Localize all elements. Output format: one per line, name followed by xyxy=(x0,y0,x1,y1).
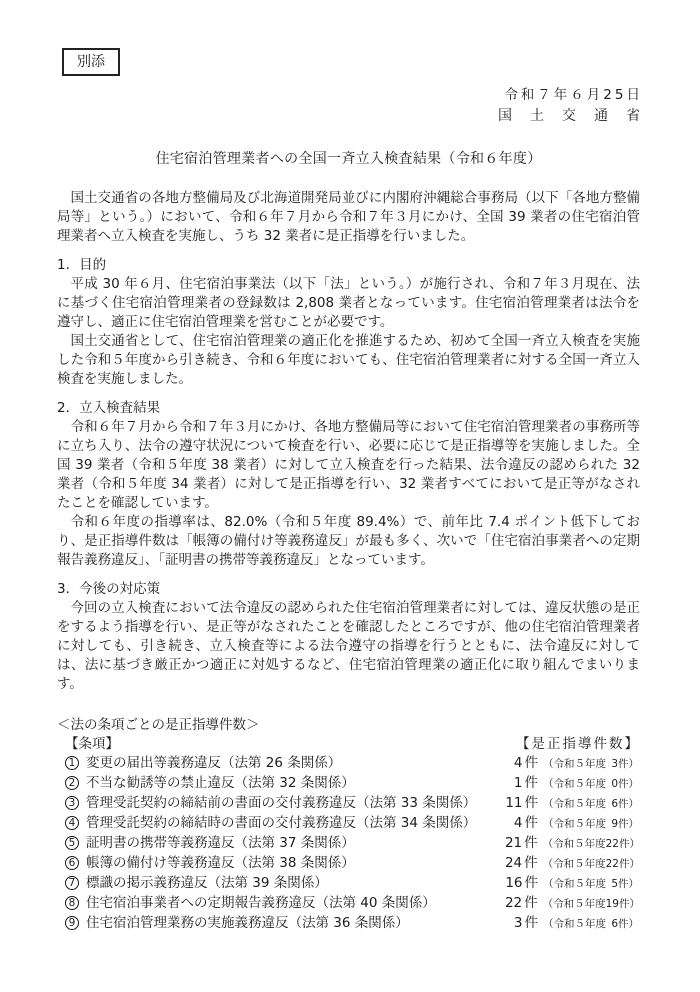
previous-year-value: 3 xyxy=(611,758,618,770)
row-count xyxy=(507,914,539,933)
previous-year-prefix: （令和５年度 xyxy=(543,778,606,790)
document-header-right xyxy=(57,86,658,126)
table-header-row xyxy=(57,735,640,754)
previous-year-value: 9 xyxy=(611,818,618,830)
row-previous-year-count xyxy=(543,875,640,894)
previous-year-prefix: （令和５年度 xyxy=(543,818,606,830)
row-number-circled: 6 xyxy=(65,856,79,870)
section-paragraph: 国土交通省として、住宅宿泊管理業の適正化を推進するため、初めて全国一斉立入検査を実施した令和５年度から引き続き、令和６年度においても、住宅宿泊管理業者に対する全国一斉立入検査を実施しました。 xyxy=(57,333,640,387)
row-count-unit: 件 xyxy=(524,755,538,771)
document-date: 令和７年６月25日 xyxy=(504,87,643,103)
section-paragraph: 令和６年度の指導率は、82.0%（令和５年度 89.4%）で、前年比 7.4 ポイント低下しており、是正指導件数は「帳簿の備付け等義務違反」が最も多く、次いで「住宅宿泊事業者への定期報告義務違反」、「証明書の携帯等義務違反」となっています。 xyxy=(57,514,640,568)
row-count-unit: 件 xyxy=(524,815,538,831)
row-violation-label: 管理受託契約の締結前の書面の交付義務違反（法第 33 条関係） xyxy=(86,795,477,811)
row-number-circled: 9 xyxy=(65,916,79,930)
row-count xyxy=(507,774,539,793)
previous-year-suffix: 件） xyxy=(618,818,639,830)
row-violation-label: 帳簿の備付け等義務違反（法第 38 条関係） xyxy=(86,855,355,871)
row-violation-label: 変更の届出等義務違反（法第 26 条関係） xyxy=(86,755,342,771)
section-future-measures xyxy=(57,580,640,694)
previous-year-value: 0 xyxy=(611,778,618,790)
row-previous-year-count xyxy=(543,915,640,934)
row-count-unit: 件 xyxy=(524,775,538,791)
row-count xyxy=(505,854,538,873)
guidance-count-table xyxy=(57,716,640,934)
previous-year-value: 6 xyxy=(611,798,618,810)
row-count-value: 24 xyxy=(504,855,523,871)
section-heading: 1．目的 xyxy=(57,257,107,273)
row-previous-year-count xyxy=(543,835,640,854)
row-previous-year-count xyxy=(543,775,640,794)
table-row xyxy=(57,854,640,874)
row-count-value: 16 xyxy=(505,875,523,891)
previous-year-suffix: 件） xyxy=(619,838,640,850)
document-title: 住宅宿泊管理業者への全国一斉立入検査結果（令和６年度） xyxy=(155,151,542,167)
row-count-value: 4 xyxy=(513,815,523,831)
row-violation-label: 証明書の携帯等義務違反（法第 37 条関係） xyxy=(86,835,355,851)
row-violation-label: 住宅宿泊事業者への定期報告義務違反（法第 40 条関係） xyxy=(86,895,436,911)
previous-year-suffix: 件） xyxy=(618,778,639,790)
row-count-value: 3 xyxy=(513,915,523,931)
attachment-box xyxy=(62,48,120,76)
row-number-circled: 2 xyxy=(65,776,79,790)
row-count-unit: 件 xyxy=(524,835,538,851)
previous-year-value: 22 xyxy=(605,838,619,850)
previous-year-suffix: 件） xyxy=(619,858,640,870)
row-number-circled: 5 xyxy=(65,836,79,850)
table-row xyxy=(57,814,640,834)
previous-year-suffix: 件） xyxy=(619,898,640,910)
table-row xyxy=(57,774,640,794)
previous-year-suffix: 件） xyxy=(618,918,639,930)
section-purpose xyxy=(57,256,640,389)
previous-year-value: 22 xyxy=(605,858,619,870)
intro-block xyxy=(57,189,640,246)
row-violation-label: 住宅宿泊管理業務の実施義務違反（法第 36 条関係） xyxy=(86,915,409,931)
row-previous-year-count xyxy=(543,755,640,774)
previous-year-suffix: 件） xyxy=(618,798,639,810)
intro-paragraph: 国土交通省の各地方整備局及び北海道開発局並びに内閣府沖縄総合事務局（以下「各地方整備局等」という。）において、令和６年７月から令和７年３月にかけ、全国 39 業者の住宅宿泊管理業者へ立入検査を実施し、うち 32 業者に是正指導を行いました。 xyxy=(57,190,640,244)
previous-year-prefix: （令和５年度 xyxy=(542,858,606,870)
row-count-value: 21 xyxy=(504,835,523,851)
row-count xyxy=(505,794,538,813)
row-previous-year-count xyxy=(543,855,640,874)
table-row xyxy=(57,794,640,814)
previous-year-value: 19 xyxy=(605,898,619,910)
row-count xyxy=(505,874,538,893)
row-count-unit: 件 xyxy=(524,895,538,911)
previous-year-suffix: 件） xyxy=(618,878,639,890)
table-title: ＜法の条項ごとの是正指導件数＞ xyxy=(57,717,260,733)
section-inspection-results xyxy=(57,399,640,570)
previous-year-value: 5 xyxy=(611,878,618,890)
row-count xyxy=(505,834,538,853)
row-count xyxy=(507,814,539,833)
row-violation-label: 管理受託契約の締結時の書面の交付義務違反（法第 34 条関係） xyxy=(86,815,477,831)
row-number-circled: 3 xyxy=(65,796,79,810)
previous-year-suffix: 件） xyxy=(618,758,639,770)
table-row xyxy=(57,914,640,934)
row-previous-year-count xyxy=(543,795,640,814)
column-header-articles: 【条項】 xyxy=(65,736,119,752)
row-count-value: 11 xyxy=(505,795,523,811)
row-number-circled: 4 xyxy=(65,816,79,830)
previous-year-prefix: （令和５年度 xyxy=(542,838,606,850)
row-count-unit: 件 xyxy=(524,855,538,871)
table-row xyxy=(57,894,640,914)
row-number-circled: 1 xyxy=(65,756,79,770)
row-previous-year-count xyxy=(543,895,640,914)
row-count-unit: 件 xyxy=(524,795,538,811)
column-header-counts: 【是正指導件数】 xyxy=(516,736,640,752)
row-violation-label: 標識の掲示義務違反（法第 39 条関係） xyxy=(86,875,328,891)
row-count-value: 1 xyxy=(513,775,523,791)
section-paragraph: 平成 30 年６月、住宅宿泊事業法（以下「法」という。）が施行され、令和７年３月現在、法に基づく住宅宿泊管理業者の登録数は 2,808 業者となっています。住宅宿泊管理業者は法令を遵守し、適正に住宅宿泊管理業を営むことが必要です。 xyxy=(57,276,640,330)
table-row xyxy=(57,874,640,894)
row-count-value: 4 xyxy=(513,755,523,771)
attachment-label: 別添 xyxy=(77,54,105,70)
table-rows xyxy=(57,754,640,934)
table-row xyxy=(57,754,640,774)
row-violation-label: 不当な勧誘等の禁止違反（法第 32 条関係） xyxy=(86,775,355,791)
table-row xyxy=(57,834,640,854)
previous-year-prefix: （令和５年度 xyxy=(543,878,606,890)
row-number-circled: 8 xyxy=(65,896,79,910)
row-previous-year-count xyxy=(543,815,640,834)
row-count xyxy=(507,754,539,773)
row-count-unit: 件 xyxy=(524,875,538,891)
row-number-circled: 7 xyxy=(65,876,79,890)
row-count-unit: 件 xyxy=(524,915,538,931)
previous-year-prefix: （令和５年度 xyxy=(542,898,606,910)
section-heading: 3．今後の対応策 xyxy=(57,581,161,597)
previous-year-prefix: （令和５年度 xyxy=(543,798,606,810)
row-count-value: 22 xyxy=(504,895,523,911)
document-organization: 国土交通省 xyxy=(498,108,658,124)
section-paragraph: 令和６年７月から令和７年３月にかけ、各地方整備局等において住宅宿泊管理業者の事務所等に立ち入り、法令の遵守状況について検査を行い、必要に応じて是正指導等を実施しました。全国 39 業者（令和５年度 38 業者）に対して立入検査を行った結果、法令違反の認められた 32 業者（令和５年度 34 業者）に対して是正指導を行い、32 業者すべてにおいて是正等がなされたことを確認しています。 xyxy=(57,419,640,511)
previous-year-prefix: （令和５年度 xyxy=(543,758,606,770)
previous-year-value: 6 xyxy=(611,918,618,930)
section-heading: 2．立入検査結果 xyxy=(57,400,161,416)
section-paragraph: 今回の立入検査において法令違反の認められた住宅宿泊管理業者に対しては、違反状態の是正をするよう指導を行い、是正等がなされたことを確認したところですが、他の住宅宿泊管理業者に対しても、引き続き、立入検査等による法令遵守の指導を行うとともに、法令違反に対しては、法に基づき厳正かつ適正に対処するなど、住宅宿泊管理業の適正化に取り組んでまいります。 xyxy=(57,600,640,692)
row-count xyxy=(505,894,538,913)
previous-year-prefix: （令和５年度 xyxy=(543,918,606,930)
